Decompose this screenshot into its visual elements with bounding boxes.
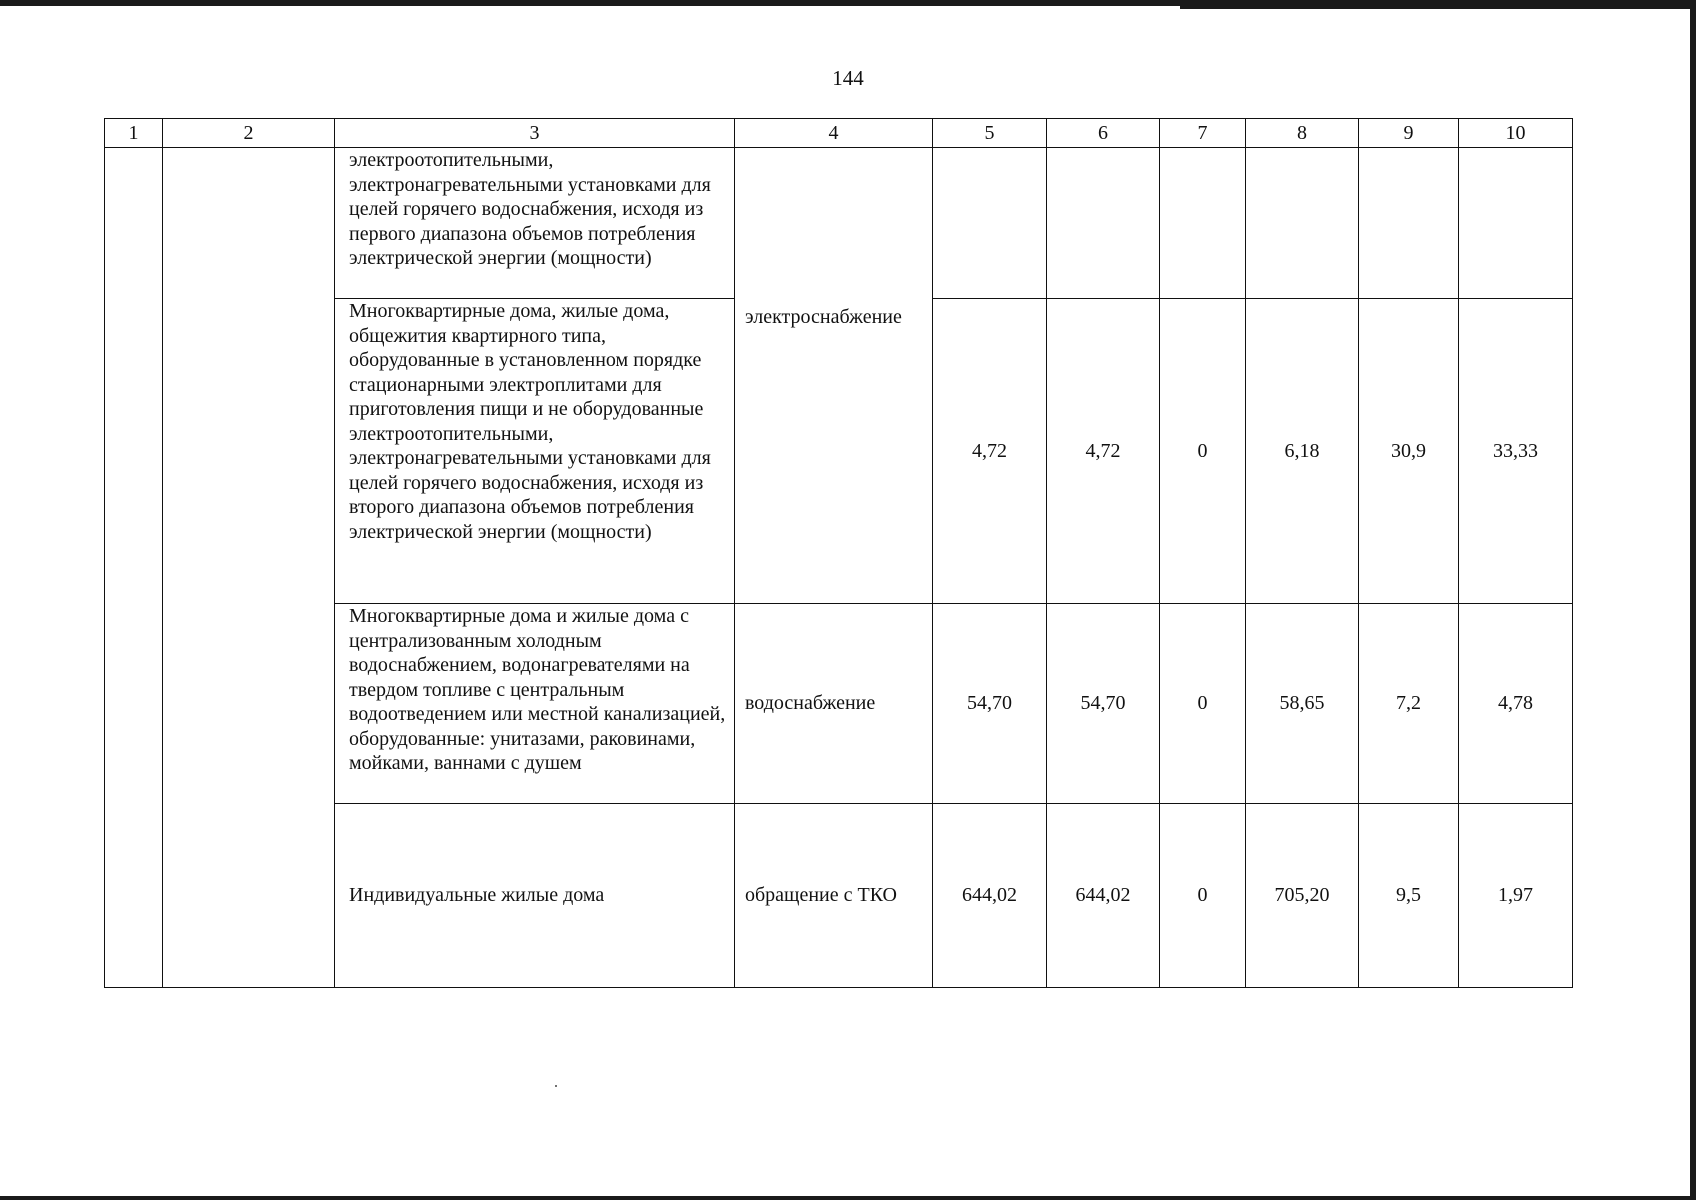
service-label: электроснабжение [745, 306, 902, 328]
value-col5: 4,72 [933, 299, 1047, 604]
value-col7 [1160, 148, 1246, 299]
value-col6: 54,70 [1047, 604, 1160, 804]
row-description: Многоквартирные дома и жилые дома с централизованным холодным водоснабжением, водонагревателями на твердом топливе с центральным водоотведением или местной канализацией, оборудованные: унитазами, раковинами, мойками, ваннами с душем [335, 604, 735, 804]
column-header-4: 4 [735, 119, 933, 148]
column-header-8: 8 [1246, 119, 1359, 148]
value-col6 [1047, 148, 1160, 299]
value-col9: 30,9 [1359, 299, 1459, 604]
value-col9: 7,2 [1359, 604, 1459, 804]
cell-col2-merged [163, 148, 335, 988]
cell-col1-merged [105, 148, 163, 988]
page-number: 144 [832, 66, 864, 90]
scan-border-right [1690, 0, 1696, 1200]
value-col9: 9,5 [1359, 804, 1459, 988]
value-col7: 0 [1160, 804, 1246, 988]
value-col7: 0 [1160, 299, 1246, 604]
row-description: электроотопительными, электронагревательными установками для целей горячего водоснабжения, исходя из первого диапазона объемов потребления электрической энергии (мощности) [335, 148, 735, 299]
column-header-6: 6 [1047, 119, 1160, 148]
value-col8: 58,65 [1246, 604, 1359, 804]
row-description: Многоквартирные дома, жилые дома, общежития квартирного типа, оборудованные в установленном порядке стационарными электроплитами для приготовления пищи и не оборудованные электроотопительными, электронагревательными установками для целей горячего водоснабжения, исходя из второго диапазона объемов потребления электрической энергии (мощности) [335, 299, 735, 604]
value-col8: 705,20 [1246, 804, 1359, 988]
value-col5: 54,70 [933, 604, 1047, 804]
row-service [735, 148, 933, 604]
value-col9 [1359, 148, 1459, 299]
value-col5: 644,02 [933, 804, 1047, 988]
value-col10: 1,97 [1459, 804, 1573, 988]
value-col6: 4,72 [1047, 299, 1160, 604]
column-header-3: 3 [335, 119, 735, 148]
data-table [104, 118, 1573, 988]
value-col7: 0 [1160, 604, 1246, 804]
column-header-10: 10 [1459, 119, 1573, 148]
table-header-row [105, 119, 1573, 148]
row-service: обращение с ТКО [735, 804, 933, 988]
scan-border-bottom [0, 1196, 1696, 1200]
row-description: Индивидуальные жилые дома [335, 804, 735, 988]
column-header-5: 5 [933, 119, 1047, 148]
column-header-1: 1 [105, 119, 163, 148]
value-col10 [1459, 148, 1573, 299]
column-header-9: 9 [1359, 119, 1459, 148]
value-col10: 33,33 [1459, 299, 1573, 604]
column-header-7: 7 [1160, 119, 1246, 148]
scan-border-top [0, 0, 1696, 6]
value-col8 [1246, 148, 1359, 299]
table-row [105, 148, 1573, 299]
row-service: водоснабжение [735, 604, 933, 804]
value-col10: 4,78 [1459, 604, 1573, 804]
value-col5 [933, 148, 1047, 299]
column-header-2: 2 [163, 119, 335, 148]
value-col8: 6,18 [1246, 299, 1359, 604]
scan-speck [555, 1085, 557, 1087]
value-col6: 644,02 [1047, 804, 1160, 988]
